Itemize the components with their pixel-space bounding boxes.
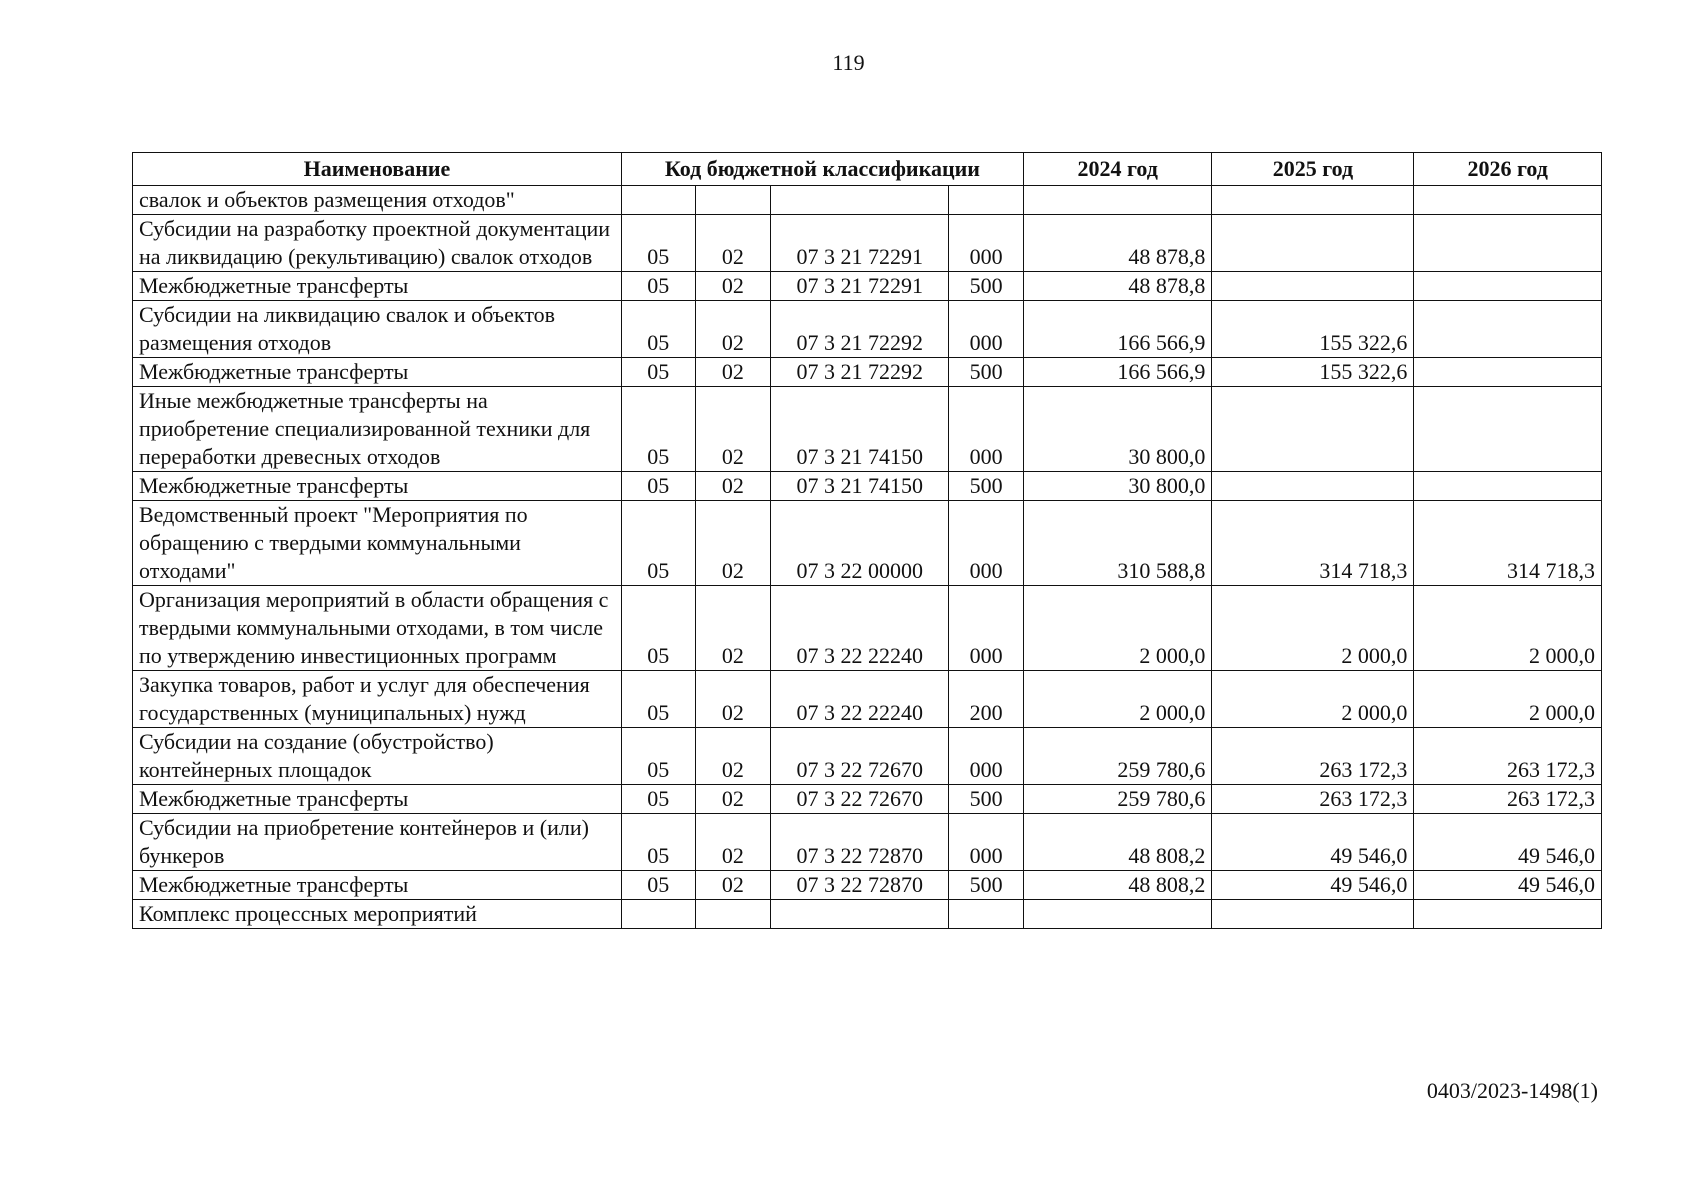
cell-expense-type: 000 xyxy=(949,215,1024,272)
cell-amount-2024: 2 000,0 xyxy=(1023,586,1212,671)
cell-amount-2026 xyxy=(1414,900,1602,929)
cell-expense-type: 000 xyxy=(949,814,1024,871)
table-row xyxy=(133,671,1602,728)
cell-amount-2024: 48 808,2 xyxy=(1023,871,1212,900)
cell-expense-type: 000 xyxy=(949,728,1024,785)
cell-name: свалок и объектов размещения отходов" xyxy=(133,186,622,215)
cell-section: 05 xyxy=(621,785,695,814)
cell-section xyxy=(621,186,695,215)
cell-expense-type: 000 xyxy=(949,586,1024,671)
cell-amount-2024: 166 566,9 xyxy=(1023,301,1212,358)
header-budget-code: Код бюджетной классификации xyxy=(621,153,1023,186)
table-row xyxy=(133,215,1602,272)
cell-name: Межбюджетные трансферты xyxy=(133,272,622,301)
cell-subsection: 02 xyxy=(695,671,771,728)
cell-amount-2025 xyxy=(1212,472,1414,501)
table-row xyxy=(133,358,1602,387)
cell-target-article: 07 3 22 22240 xyxy=(771,586,949,671)
cell-amount-2026 xyxy=(1414,272,1602,301)
table-row xyxy=(133,871,1602,900)
header-2024: 2024 год xyxy=(1023,153,1212,186)
cell-target-article: 07 3 21 72292 xyxy=(771,301,949,358)
cell-amount-2026 xyxy=(1414,387,1602,472)
cell-amount-2026: 49 546,0 xyxy=(1414,871,1602,900)
cell-amount-2026: 263 172,3 xyxy=(1414,728,1602,785)
cell-target-article: 07 3 21 72291 xyxy=(771,272,949,301)
cell-amount-2024: 2 000,0 xyxy=(1023,671,1212,728)
cell-name: Межбюджетные трансферты xyxy=(133,358,622,387)
cell-subsection: 02 xyxy=(695,272,771,301)
cell-target-article: 07 3 22 72670 xyxy=(771,728,949,785)
cell-section: 05 xyxy=(621,501,695,586)
cell-subsection: 02 xyxy=(695,387,771,472)
cell-name: Субсидии на ликвидацию свалок и объектов размещения отходов xyxy=(133,301,622,358)
cell-amount-2025: 155 322,6 xyxy=(1212,358,1414,387)
cell-amount-2025 xyxy=(1212,186,1414,215)
cell-amount-2025 xyxy=(1212,272,1414,301)
cell-target-article: 07 3 22 72670 xyxy=(771,785,949,814)
cell-subsection: 02 xyxy=(695,814,771,871)
cell-name: Закупка товаров, работ и услуг для обеспечения государственных (муниципальных) нужд xyxy=(133,671,622,728)
table-row xyxy=(133,900,1602,929)
cell-amount-2025: 155 322,6 xyxy=(1212,301,1414,358)
cell-amount-2026 xyxy=(1414,301,1602,358)
table-row xyxy=(133,272,1602,301)
cell-amount-2024: 310 588,8 xyxy=(1023,501,1212,586)
table-body xyxy=(133,186,1602,929)
cell-name: Межбюджетные трансферты xyxy=(133,472,622,501)
cell-amount-2025 xyxy=(1212,387,1414,472)
cell-amount-2025: 314 718,3 xyxy=(1212,501,1414,586)
cell-subsection: 02 xyxy=(695,501,771,586)
cell-expense-type: 200 xyxy=(949,671,1024,728)
cell-name: Межбюджетные трансферты xyxy=(133,785,622,814)
cell-amount-2026: 2 000,0 xyxy=(1414,671,1602,728)
cell-amount-2025: 49 546,0 xyxy=(1212,871,1414,900)
cell-expense-type: 500 xyxy=(949,358,1024,387)
cell-amount-2024: 30 800,0 xyxy=(1023,472,1212,501)
cell-amount-2026: 49 546,0 xyxy=(1414,814,1602,871)
cell-amount-2025: 263 172,3 xyxy=(1212,785,1414,814)
cell-amount-2025: 263 172,3 xyxy=(1212,728,1414,785)
cell-subsection: 02 xyxy=(695,785,771,814)
cell-name: Комплекс процессных мероприятий xyxy=(133,900,622,929)
cell-amount-2026 xyxy=(1414,186,1602,215)
cell-target-article xyxy=(771,186,949,215)
cell-amount-2026 xyxy=(1414,472,1602,501)
table-row xyxy=(133,186,1602,215)
cell-subsection: 02 xyxy=(695,472,771,501)
cell-amount-2024: 259 780,6 xyxy=(1023,785,1212,814)
cell-amount-2025: 2 000,0 xyxy=(1212,671,1414,728)
table-row xyxy=(133,728,1602,785)
header-2025: 2025 год xyxy=(1212,153,1414,186)
cell-section: 05 xyxy=(621,671,695,728)
cell-expense-type: 500 xyxy=(949,871,1024,900)
cell-amount-2026 xyxy=(1414,358,1602,387)
cell-section: 05 xyxy=(621,586,695,671)
cell-amount-2024: 48 808,2 xyxy=(1023,814,1212,871)
cell-amount-2024: 48 878,8 xyxy=(1023,215,1212,272)
cell-amount-2025 xyxy=(1212,900,1414,929)
cell-amount-2025 xyxy=(1212,215,1414,272)
cell-section: 05 xyxy=(621,301,695,358)
cell-expense-type: 000 xyxy=(949,301,1024,358)
cell-name: Организация мероприятий в области обращения с твердыми коммунальными отходами, в том числе по утверждению инвестиционных программ xyxy=(133,586,622,671)
cell-amount-2026: 2 000,0 xyxy=(1414,586,1602,671)
budget-table xyxy=(132,152,1602,929)
cell-target-article: 07 3 21 74150 xyxy=(771,387,949,472)
cell-name: Иные межбюджетные трансферты на приобретение специализированной техники для переработки древесных отходов xyxy=(133,387,622,472)
cell-subsection: 02 xyxy=(695,358,771,387)
cell-amount-2024: 166 566,9 xyxy=(1023,358,1212,387)
cell-amount-2025: 2 000,0 xyxy=(1212,586,1414,671)
cell-section: 05 xyxy=(621,472,695,501)
cell-expense-type xyxy=(949,186,1024,215)
cell-section: 05 xyxy=(621,871,695,900)
cell-amount-2024: 259 780,6 xyxy=(1023,728,1212,785)
cell-section: 05 xyxy=(621,215,695,272)
table-row xyxy=(133,785,1602,814)
table-row xyxy=(133,387,1602,472)
table-row xyxy=(133,814,1602,871)
cell-subsection: 02 xyxy=(695,215,771,272)
cell-target-article: 07 3 22 00000 xyxy=(771,501,949,586)
cell-target-article: 07 3 21 72292 xyxy=(771,358,949,387)
cell-amount-2026: 314 718,3 xyxy=(1414,501,1602,586)
cell-subsection: 02 xyxy=(695,586,771,671)
table-row xyxy=(133,501,1602,586)
cell-expense-type: 500 xyxy=(949,472,1024,501)
cell-expense-type: 000 xyxy=(949,501,1024,586)
cell-amount-2026 xyxy=(1414,215,1602,272)
cell-amount-2024 xyxy=(1023,186,1212,215)
cell-name: Ведомственный проект "Мероприятия по обращению с твердыми коммунальными отходами" xyxy=(133,501,622,586)
cell-amount-2025: 49 546,0 xyxy=(1212,814,1414,871)
cell-target-article: 07 3 22 22240 xyxy=(771,671,949,728)
cell-expense-type: 500 xyxy=(949,272,1024,301)
cell-subsection xyxy=(695,186,771,215)
cell-target-article: 07 3 22 72870 xyxy=(771,871,949,900)
table-row xyxy=(133,301,1602,358)
header-name: Наименование xyxy=(133,153,622,186)
cell-section: 05 xyxy=(621,387,695,472)
cell-name: Субсидии на разработку проектной документации на ликвидацию (рекультивацию) свалок отходов xyxy=(133,215,622,272)
cell-subsection: 02 xyxy=(695,871,771,900)
table-header-row xyxy=(133,153,1602,186)
cell-expense-type xyxy=(949,900,1024,929)
cell-name: Субсидии на приобретение контейнеров и (или) бункеров xyxy=(133,814,622,871)
cell-amount-2024: 48 878,8 xyxy=(1023,272,1212,301)
document-code: 0403/2023-1498(1) xyxy=(1426,1078,1598,1103)
cell-subsection xyxy=(695,900,771,929)
cell-target-article xyxy=(771,900,949,929)
cell-section: 05 xyxy=(621,272,695,301)
cell-expense-type: 000 xyxy=(949,387,1024,472)
cell-section xyxy=(621,900,695,929)
table-row xyxy=(133,472,1602,501)
cell-expense-type: 500 xyxy=(949,785,1024,814)
table-row xyxy=(133,586,1602,671)
cell-section: 05 xyxy=(621,728,695,785)
cell-subsection: 02 xyxy=(695,301,771,358)
cell-subsection: 02 xyxy=(695,728,771,785)
cell-target-article: 07 3 21 72291 xyxy=(771,215,949,272)
page-number: 119 xyxy=(832,50,865,75)
cell-name: Межбюджетные трансферты xyxy=(133,871,622,900)
cell-target-article: 07 3 22 72870 xyxy=(771,814,949,871)
cell-amount-2024: 30 800,0 xyxy=(1023,387,1212,472)
cell-target-article: 07 3 21 74150 xyxy=(771,472,949,501)
cell-amount-2024 xyxy=(1023,900,1212,929)
cell-section: 05 xyxy=(621,358,695,387)
cell-name: Субсидии на создание (обустройство) контейнерных площадок xyxy=(133,728,622,785)
header-2026: 2026 год xyxy=(1414,153,1602,186)
cell-section: 05 xyxy=(621,814,695,871)
cell-amount-2026: 263 172,3 xyxy=(1414,785,1602,814)
